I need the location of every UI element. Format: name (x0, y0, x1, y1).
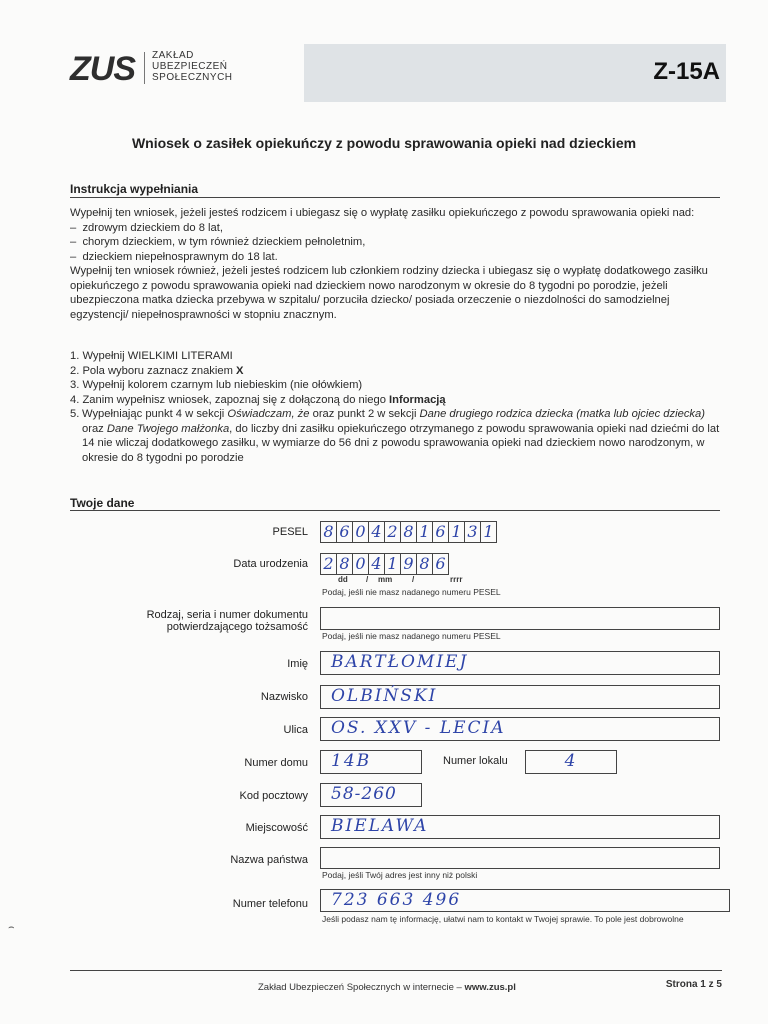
dob-digit: 1 (385, 554, 401, 574)
dob-digit: 4 (369, 554, 385, 574)
divider (70, 197, 720, 198)
dob-separator: / (366, 575, 369, 584)
postal-code-input[interactable]: 58-260 (320, 783, 422, 807)
phone-hint: Jeśli podasz nam tę informację, ułatwi nam to kontakt w Twojej sprawie. To pole jest dobrowolne (322, 914, 684, 924)
dob-digit: 8 (337, 554, 353, 574)
pesel-digit: 8 (321, 522, 337, 542)
dob-input[interactable] (320, 553, 449, 575)
country-label: Nazwa państwa (230, 854, 308, 866)
instructions-heading: Instrukcja wypełniania (70, 182, 199, 196)
document-label-line: potwierdzającego tożsamość (166, 621, 308, 633)
dob-digit: 2 (321, 554, 337, 574)
zus-logo: ZUS (70, 50, 135, 88)
step-item: 2. Pola wyboru zaznacz znakiem X (70, 364, 244, 377)
pesel-digit: 6 (337, 522, 353, 542)
phone-input[interactable]: 723 663 496 (320, 889, 730, 912)
institution-line: UBEZPIECZEŃ (152, 61, 228, 72)
dob-mm-label: mm (378, 575, 393, 584)
country-input[interactable] (320, 847, 720, 869)
instructions-intro: Wypełnij ten wniosek, jeżeli jesteś rodzicem i ubiegasz się o wypłatę zasiłku opiekuńczego z powodu sprawowania opieki nad: (70, 207, 695, 219)
dob-separator: / (412, 575, 415, 584)
dob-dd-label: dd (338, 575, 348, 584)
your-data-heading: Twoje dane (70, 496, 135, 510)
pesel-digit: 1 (449, 522, 465, 542)
divider (70, 510, 720, 511)
dob-hint: Podaj, jeśli nie masz nadanego numeru PESEL (322, 587, 501, 597)
dob-digit: 0 (353, 554, 369, 574)
page-title: Wniosek o zasiłek opiekuńczy z powodu sprawowania opieki nad dzieckiem (131, 135, 637, 151)
pesel-digit: 0 (353, 522, 369, 542)
pen-mark: ⌢ (8, 922, 15, 933)
pesel-digit: 6 (433, 522, 449, 542)
step-item: 5. Wypełniając punkt 4 w sekcji Oświadczam, że oraz punkt 2 w sekcji Dane drugiego rodzica dziecka (matka lub ojciec dziecka) oraz Dane Twojego małżonka, do liczby dni zasiłku opiekuńczego otrzymanego z powodu sprawowania opieki nad dziećmi do lat 14 nie wliczaj dodatkowego zasiłku, w wymiarze do 56 dni z powodu sprawowania opieki nad dzieckiem nowo narodzonym, w okresie do 8 tygodni po porodzie (70, 408, 720, 464)
footer-text: Zakład Ubezpieczeń Społecznych w internecie – www.zus.pl (258, 982, 516, 993)
street-input[interactable]: OS. XXV - LECIA (320, 717, 720, 741)
pesel-label: PESEL (272, 526, 308, 538)
dob-digit: 6 (435, 554, 446, 573)
dob-label: Data urodzenia (233, 558, 308, 570)
postal-code-label: Kod pocztowy (239, 790, 308, 802)
form-code: Z-15A (653, 58, 720, 85)
step-item: 3. Wypełnij kolorem czarnym lub niebieskim (nie ołówkiem) (70, 379, 363, 391)
flat-number-input[interactable]: 4 (525, 750, 617, 774)
list-item: – chorym dzieckiem, w tym również dzieckiem pełnoletnim, (70, 236, 366, 248)
last-name-input[interactable]: OLBIŃSKI (320, 685, 720, 709)
document-hint: Podaj, jeśli nie masz nadanego numeru PESEL (322, 631, 501, 641)
document-label-line: Rodzaj, seria i numer dokumentu (146, 609, 308, 621)
phone-label: Numer telefonu (232, 898, 308, 910)
pesel-input[interactable] (320, 521, 497, 543)
pesel-digit: 2 (385, 522, 401, 542)
instructions-steps (70, 349, 720, 465)
institution-line: SPOŁECZNYCH (152, 72, 233, 83)
flat-number-label: Numer lokalu (443, 755, 508, 767)
institution-line: ZAKŁAD (152, 50, 194, 61)
pesel-digit: 8 (401, 522, 417, 542)
first-name-label: Imię (287, 658, 308, 670)
footer-divider (70, 970, 722, 971)
instructions-body (70, 206, 720, 322)
pesel-digit: 3 (465, 522, 481, 542)
list-item: – zdrowym dzieckiem do 8 lat, (70, 221, 223, 234)
step-item: 1. Wypełnij WIELKIMI LITERAMI (70, 350, 233, 362)
list-item: – dzieckiem niepełnosprawnym do 18 lat. (70, 250, 278, 263)
pesel-digit: 4 (369, 522, 385, 542)
dob-digit: 8 (417, 554, 433, 574)
logo-divider (144, 52, 145, 84)
street-label: Ulica (283, 724, 308, 736)
pesel-digit: 1 (417, 522, 433, 542)
step-item: 4. Zanim wypełnisz wniosek, zapoznaj się z dołączoną do niego Informacją (70, 393, 446, 406)
document-input[interactable] (320, 607, 720, 630)
first-name-input[interactable]: BARTŁOMIEJ (320, 651, 720, 675)
dob-digit: 9 (401, 554, 417, 574)
document-label (147, 609, 308, 633)
city-input[interactable]: BIELAWA (320, 815, 720, 839)
footer-link[interactable]: www.zus.pl (464, 982, 516, 993)
house-number-label: Numer domu (244, 757, 308, 769)
city-label: Miejscowość (245, 822, 308, 834)
institution-name (152, 50, 233, 83)
house-number-input[interactable]: 14B (320, 750, 422, 774)
last-name-label: Nazwisko (260, 691, 308, 703)
pesel-digit: 1 (483, 522, 494, 541)
country-hint: Podaj, jeśli Twój adres jest inny niż polski (322, 870, 478, 880)
instructions-para2: Wypełnij ten wniosek również, jeżeli jesteś rodzicem lub członkiem rodziny dziecka i ubiegasz się o wypłatę dodatkowego zasiłku opiekuńczego z powodu sprawowania opieki nad dzieckiem nowo narodzonym w okresie do 8 tygodni po porodzie, jeżeli ubezpieczona matka dziecka przebywa w szpitalu/ porzuciła dziecko/ posiada orzeczenie o niezdolności do samodzielnej egzystencji/ niepełnosprawności w stopniu znacznym. (70, 265, 708, 321)
dob-rrrr-label: rrrr (450, 575, 463, 584)
page-number: Strona 1 z 5 (665, 979, 722, 990)
